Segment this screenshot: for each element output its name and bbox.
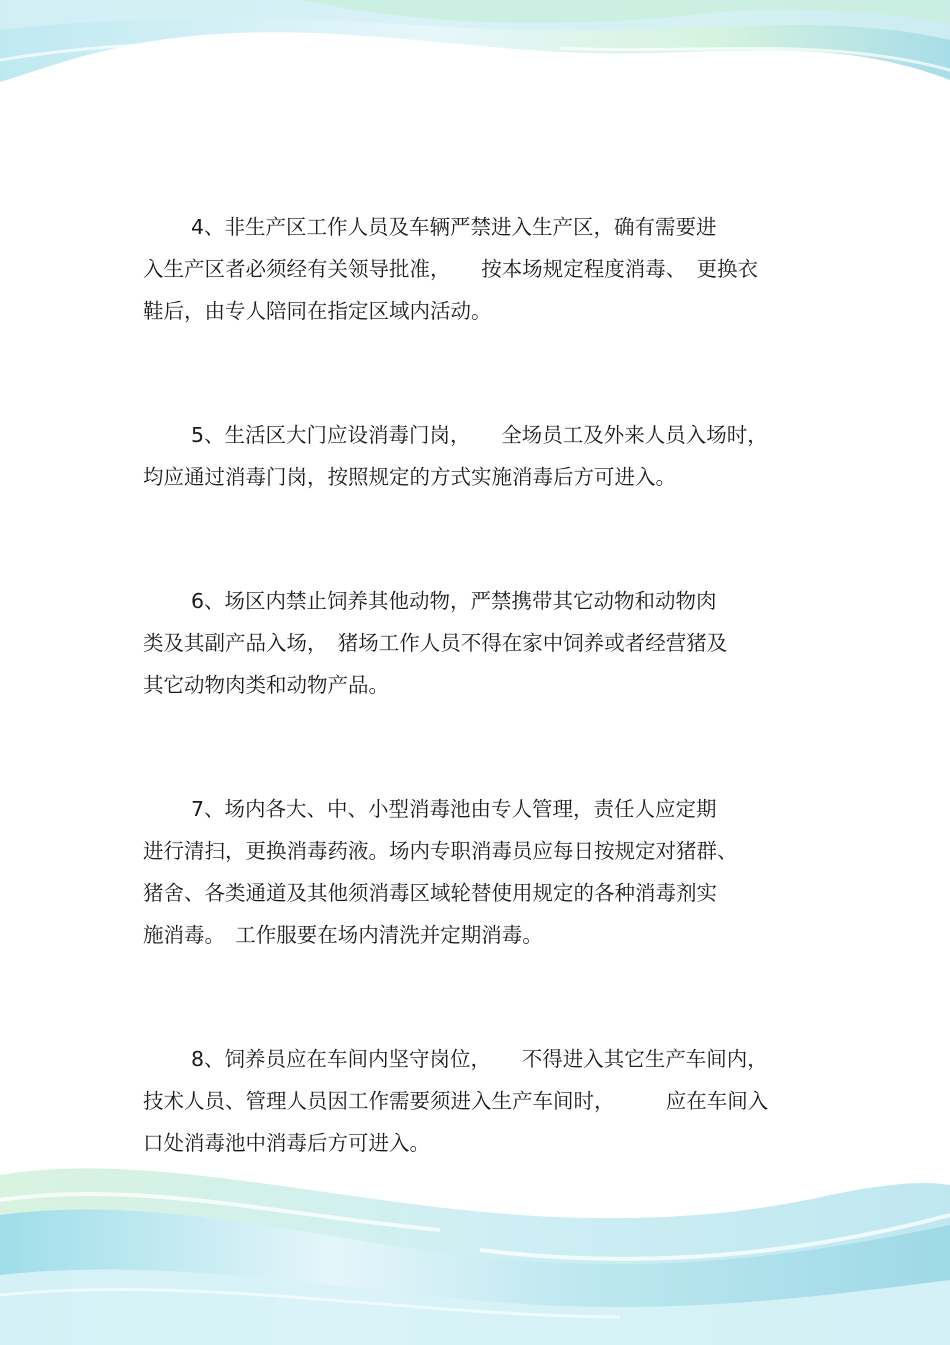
bottom-wave-decoration [0, 1145, 950, 1345]
paragraph-line: 其它动物肉类和动物产品。 [143, 673, 389, 697]
paragraph-line: 5、生活区大门应设消毒门岗， 全场员工及外来人员入场时， [191, 423, 768, 447]
paragraph-line: 8、饲养员应在车间内坚守岗位， 不得进入其它生产车间内， [191, 1047, 768, 1071]
paragraph-4 [143, 206, 823, 332]
paragraph-line: 6、场区内禁止饲养其他动物，严禁携带其它动物和动物肉 [191, 589, 717, 613]
paragraph-line: 入生产区者必须经有关领导批准， 按本场规定程度消毒、 更换衣 [143, 257, 758, 281]
paragraph-line: 均应通过消毒门岗，按照规定的方式实施消毒后方可进入。 [143, 465, 676, 489]
paragraph-line: 施消毒。 工作服要在场内清洗并定期消毒。 [143, 923, 543, 947]
paragraph-line: 口处消毒池中消毒后方可进入。 [143, 1131, 430, 1155]
paragraph-line: 7、场内各大、中、小型消毒池由专人管理，责任人应定期 [191, 797, 717, 821]
paragraph-6 [143, 580, 823, 706]
paragraph-line: 类及其副产品入场， 猪场工作人员不得在家中饲养或者经营猪及 [143, 631, 728, 655]
paragraph-line: 进行清扫，更换消毒药液。场内专职消毒员应每日按规定对猪群、 [143, 839, 738, 863]
paragraph-line: 猪舍、各类通道及其他须消毒区域轮替使用规定的各种消毒剂实 [143, 881, 717, 905]
paragraph-5 [143, 414, 823, 498]
paragraph-line: 鞋后，由专人陪同在指定区域内活动。 [143, 299, 492, 323]
paragraph-line: 4、非生产区工作人员及车辆严禁进入生产区，确有需要进 [191, 215, 717, 239]
paragraph-line: 技术人员、管理人员因工作需要须进入生产车间时， 应在车间入 [143, 1089, 769, 1113]
top-wave-decoration [0, 0, 950, 110]
paragraph-7 [143, 788, 823, 956]
